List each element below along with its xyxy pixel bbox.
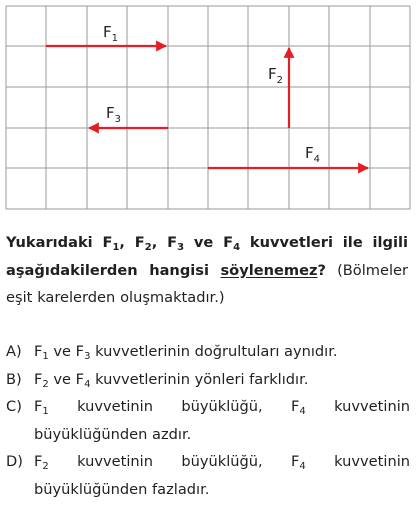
option-text: $F_1$ kuvvetinin büyüklüğü, $F_4$ kuvvetinin büyüklüğünden azdır.	[34, 398, 410, 443]
option-c[interactable]	[6, 393, 410, 448]
option-letter: D)	[6, 453, 23, 470]
f4-label: $F_4$	[305, 144, 321, 165]
answer-options	[6, 338, 410, 503]
negation-word: söylenemez	[220, 261, 318, 279]
question-stem	[6, 229, 408, 312]
f2-label: $F_2$	[268, 65, 284, 86]
option-letter: A)	[6, 343, 22, 360]
option-text: $F_2$ ve $F_4$ kuvvetlerinin yönleri farklıdır.	[34, 370, 309, 390]
f3-label: $F_3$	[106, 104, 122, 125]
option-d[interactable]	[6, 448, 410, 503]
question-bold: Yukarıdaki $F_1$, $F_2$, $F_3$ ve $F_4$ kuvvetleri ile ilgili aşağıdakilerden hangisi söylenemez?	[6, 234, 408, 279]
force-grid-diagram	[0, 0, 419, 220]
grid	[6, 6, 410, 209]
question-note: (Bölmeler eşit karelerden oluşmaktadır.)	[6, 261, 408, 306]
option-text: $F_1$ ve $F_3$ kuvvetlerinin doğrultuları aynıdır.	[34, 343, 338, 362]
option-b[interactable]	[6, 366, 410, 394]
option-letter: B)	[6, 370, 22, 388]
f1-label: $F_1$	[103, 23, 119, 44]
option-a[interactable]	[6, 338, 410, 366]
option-letter: C)	[6, 398, 22, 415]
option-text: $F_2$ kuvvetinin büyüklüğü, $F_4$ kuvvetinin büyüklüğünden fazladır.	[34, 453, 410, 498]
